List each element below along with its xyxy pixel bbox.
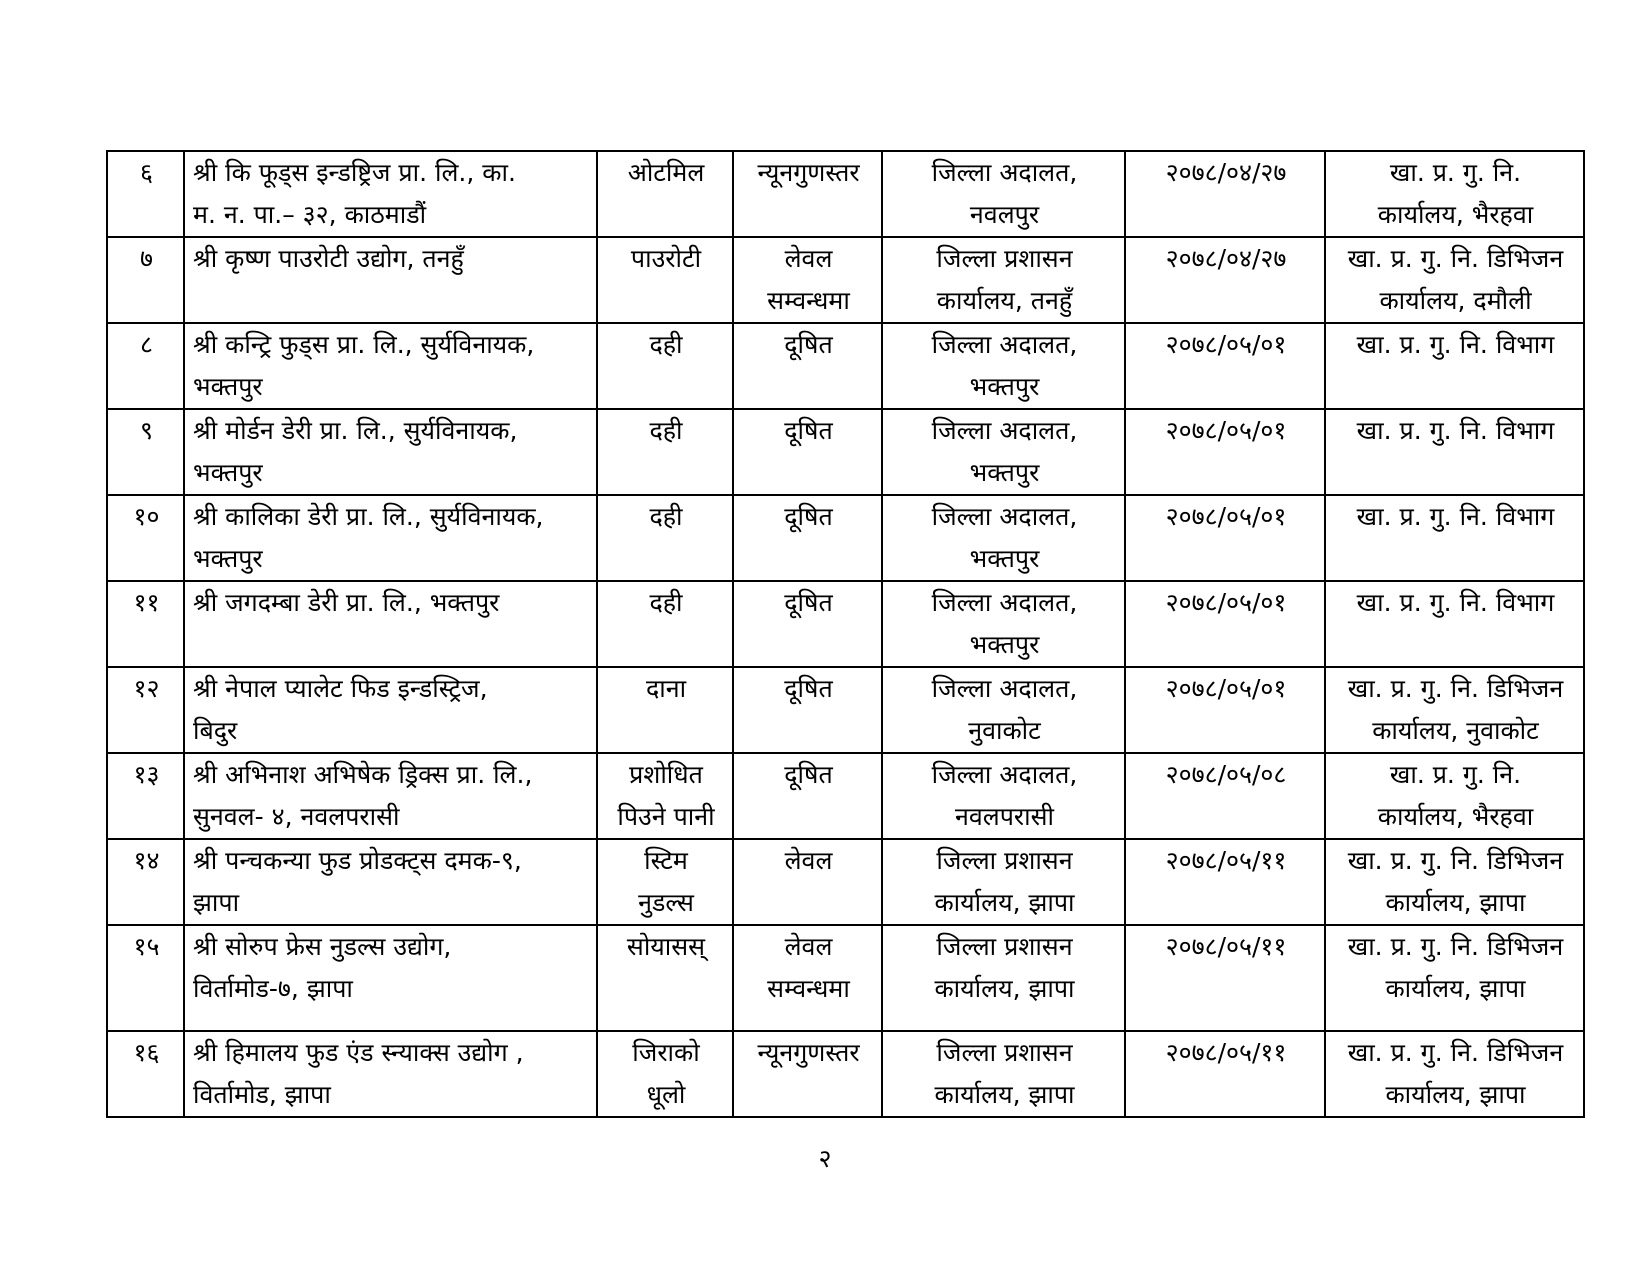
company-name-cell: श्री अभिनाश अभिषेक ड्रिक्स प्रा. लि., सुनवल- ४, नवलपरासी — [184, 753, 597, 839]
product-cell: प्रशोधित पिउने पानी — [597, 753, 733, 839]
table-row — [107, 581, 1584, 667]
issue-cell: दूषित — [733, 409, 882, 495]
table-row — [107, 495, 1584, 581]
company-name-cell: श्री कृष्ण पाउरोटी उद्योग, तनहुँ — [184, 237, 597, 323]
issue-cell: दूषित — [733, 495, 882, 581]
page-number: २ — [818, 1144, 832, 1173]
table-row — [107, 323, 1584, 409]
issue-cell: लेवल सम्वन्धमा — [733, 237, 882, 323]
table-row — [107, 667, 1584, 753]
table-row — [107, 753, 1584, 839]
court-cell: जिल्ला प्रशासन कार्यालय, झापा — [882, 925, 1125, 1031]
date-cell: २०७८/०४/२७ — [1125, 237, 1325, 323]
serial-number-cell: १५ — [107, 925, 184, 1031]
issue-cell: लेवल — [733, 839, 882, 925]
court-cell: जिल्ला अदालत, भक्तपुर — [882, 495, 1125, 581]
court-cell: जिल्ला अदालत, भक्तपुर — [882, 323, 1125, 409]
date-cell: २०७८/०५/०१ — [1125, 409, 1325, 495]
company-name-cell: श्री हिमालय फुड एंड स्न्याक्स उद्योग , विर्तामोड, झापा — [184, 1031, 597, 1117]
company-name-cell: श्री पन्चकन्या फुड प्रोडक्ट्स दमक-९, झापा — [184, 839, 597, 925]
date-cell: २०७८/०४/२७ — [1125, 151, 1325, 237]
office-cell: खा. प्र. गु. नि. डिभिजन कार्यालय, नुवाकोट — [1325, 667, 1584, 753]
issue-cell: दूषित — [733, 667, 882, 753]
company-name-cell: श्री कि फूड्स इन्डष्ट्रिज प्रा. लि., का. म. न. पा.– ३२, काठमाडौं — [184, 151, 597, 237]
court-cell: जिल्ला अदालत, भक्तपुर — [882, 409, 1125, 495]
office-cell: खा. प्र. गु. नि. विभाग — [1325, 495, 1584, 581]
date-cell: २०७८/०५/०१ — [1125, 581, 1325, 667]
product-cell: स्टिम नुडल्स — [597, 839, 733, 925]
issue-cell: दूषित — [733, 581, 882, 667]
office-cell: खा. प्र. गु. नि. विभाग — [1325, 581, 1584, 667]
office-cell: खा. प्र. गु. नि. डिभिजन कार्यालय, झापा — [1325, 1031, 1584, 1117]
table-row — [107, 1031, 1584, 1117]
company-name-cell: श्री कन्ट्रि फुड्स प्रा. लि., सुर्यविनायक, भक्तपुर — [184, 323, 597, 409]
company-name-cell: श्री कालिका डेरी प्रा. लि., सुर्यविनायक, भक्तपुर — [184, 495, 597, 581]
office-cell: खा. प्र. गु. नि. डिभिजन कार्यालय, झापा — [1325, 839, 1584, 925]
court-cell: जिल्ला अदालत, नवलपुर — [882, 151, 1125, 237]
product-cell: दही — [597, 409, 733, 495]
date-cell: २०७८/०५/११ — [1125, 839, 1325, 925]
court-cell: जिल्ला अदालत, नवलपरासी — [882, 753, 1125, 839]
product-cell: जिराको धूलो — [597, 1031, 733, 1117]
company-name-cell: श्री नेपाल प्यालेट फिड इन्डस्ट्रिज, बिदुर — [184, 667, 597, 753]
serial-number-cell: १४ — [107, 839, 184, 925]
product-cell: दही — [597, 323, 733, 409]
issue-cell: न्यूनगुणस्तर — [733, 1031, 882, 1117]
table-row — [107, 925, 1584, 1031]
serial-number-cell: ९ — [107, 409, 184, 495]
table-body — [107, 151, 1584, 1117]
date-cell: २०७८/०५/०१ — [1125, 323, 1325, 409]
product-cell: दाना — [597, 667, 733, 753]
serial-number-cell: १२ — [107, 667, 184, 753]
product-cell: ओटमिल — [597, 151, 733, 237]
court-cell: जिल्ला प्रशासन कार्यालय, झापा — [882, 839, 1125, 925]
company-name-cell: श्री जगदम्बा डेरी प्रा. लि., भक्तपुर — [184, 581, 597, 667]
date-cell: २०७८/०५/०८ — [1125, 753, 1325, 839]
serial-number-cell: १६ — [107, 1031, 184, 1117]
product-cell: पाउरोटी — [597, 237, 733, 323]
issue-cell: लेवल सम्वन्धमा — [733, 925, 882, 1031]
product-cell: दही — [597, 581, 733, 667]
company-name-cell: श्री सोरुप फ्रेस नुडल्स उद्योग, विर्तामोड-७, झापा — [184, 925, 597, 1031]
court-cell: जिल्ला प्रशासन कार्यालय, झापा — [882, 1031, 1125, 1117]
serial-number-cell: १० — [107, 495, 184, 581]
date-cell: २०७८/०५/०१ — [1125, 495, 1325, 581]
office-cell: खा. प्र. गु. नि. कार्यालय, भैरहवा — [1325, 151, 1584, 237]
court-cell: जिल्ला अदालत, नुवाकोट — [882, 667, 1125, 753]
office-cell: खा. प्र. गु. नि. विभाग — [1325, 409, 1584, 495]
issue-cell: दूषित — [733, 323, 882, 409]
product-cell: दही — [597, 495, 733, 581]
court-cell: जिल्ला अदालत, भक्तपुर — [882, 581, 1125, 667]
office-cell: खा. प्र. गु. नि. डिभिजन कार्यालय, झापा — [1325, 925, 1584, 1031]
issue-cell: दूषित — [733, 753, 882, 839]
serial-number-cell: ८ — [107, 323, 184, 409]
table-row — [107, 409, 1584, 495]
date-cell: २०७८/०५/०१ — [1125, 667, 1325, 753]
court-cell: जिल्ला प्रशासन कार्यालय, तनहुँ — [882, 237, 1125, 323]
serial-number-cell: १३ — [107, 753, 184, 839]
date-cell: २०७८/०५/११ — [1125, 925, 1325, 1031]
table-row — [107, 839, 1584, 925]
office-cell: खा. प्र. गु. नि. डिभिजन कार्यालय, दमौली — [1325, 237, 1584, 323]
office-cell: खा. प्र. गु. नि. कार्यालय, भैरहवा — [1325, 753, 1584, 839]
product-cell: सोयासस् — [597, 925, 733, 1031]
date-cell: २०७८/०५/११ — [1125, 1031, 1325, 1117]
company-name-cell: श्री मोर्डन डेरी प्रा. लि., सुर्यविनायक, भक्तपुर — [184, 409, 597, 495]
office-cell: खा. प्र. गु. नि. विभाग — [1325, 323, 1584, 409]
serial-number-cell: ११ — [107, 581, 184, 667]
table-row — [107, 151, 1584, 237]
issue-cell: न्यूनगुणस्तर — [733, 151, 882, 237]
table-row — [107, 237, 1584, 323]
serial-number-cell: ७ — [107, 237, 184, 323]
records-table — [106, 150, 1585, 1118]
serial-number-cell: ६ — [107, 151, 184, 237]
